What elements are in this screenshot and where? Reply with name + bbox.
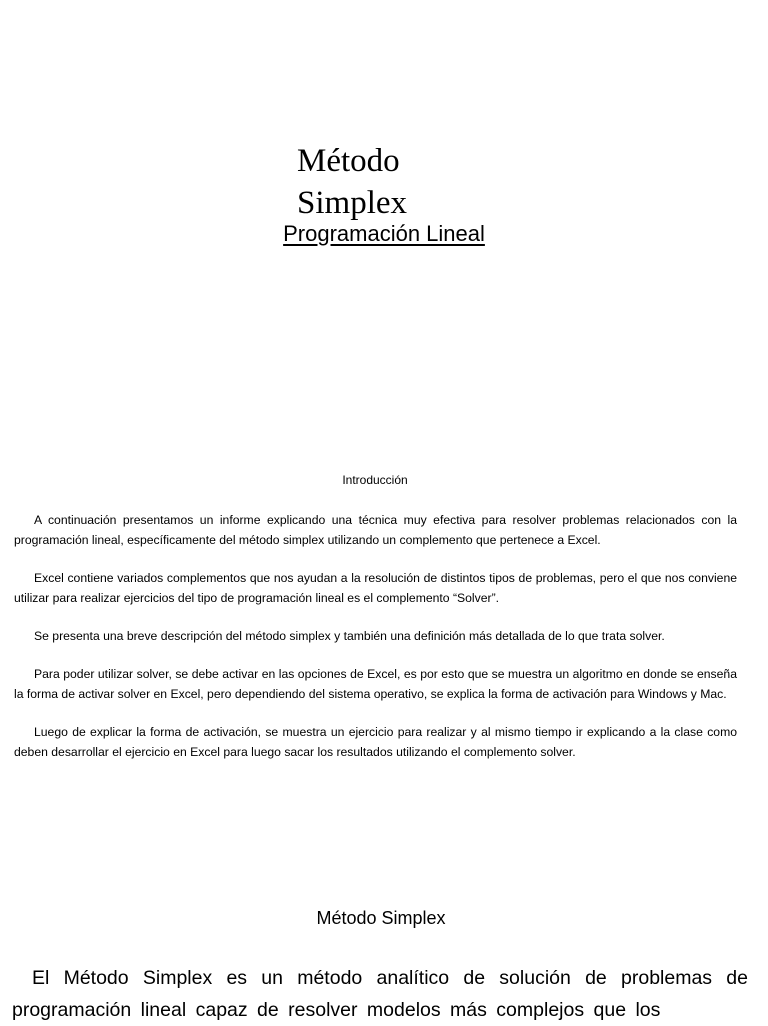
intro-paragraph: A continuación presentamos un informe explicando una técnica muy efectiva para resolver problemas relacionados con la programación lineal, específicamente del método simplex utilizando un complemento que pertenece a Excel. — [14, 513, 737, 547]
title-line-1: Método — [297, 143, 400, 179]
intro-paragraph: Para poder utilizar solver, se debe activar en las opciones de Excel, es por esto que se muestra un algoritmo en donde se enseña la forma de activar solver en Excel, pero dependiendo del sistema operativo, se explica la forma de activación para Windows y Mac. — [14, 667, 737, 701]
document-title — [297, 140, 407, 224]
introduction-heading: Introducción — [342, 473, 408, 487]
title-line-2: Simplex — [297, 185, 408, 221]
intro-paragraph: Luego de explicar la forma de activación, se muestra un ejercicio para realizar y al mismo tiempo ir explicando a la clase como deben desarrollar el ejercicio en Excel para luego sacar los resultados utilizando el complemento solver. — [14, 725, 737, 759]
document-subtitle — [0, 220, 768, 248]
introduction-body — [14, 510, 737, 780]
intro-paragraph: Se presenta una breve descripción del método simplex y también una definición más detallada de lo que trata solver. — [34, 629, 665, 643]
method-section-text: El Método Simplex es un método analítico de solución de problemas de programación lineal capaz de resolver modelos más complejos que los — [12, 967, 748, 1021]
intro-paragraph: Excel contiene variados complementos que nos ayudan a la resolución de distintos tipos de problemas, pero el que nos conviene utilizar para realizar ejercicios del tipo de programación lineal es el complemento “Solver”. — [14, 571, 737, 605]
method-section-heading: Método Simplex — [316, 908, 446, 928]
subtitle-text: Programación Lineal — [283, 221, 485, 246]
